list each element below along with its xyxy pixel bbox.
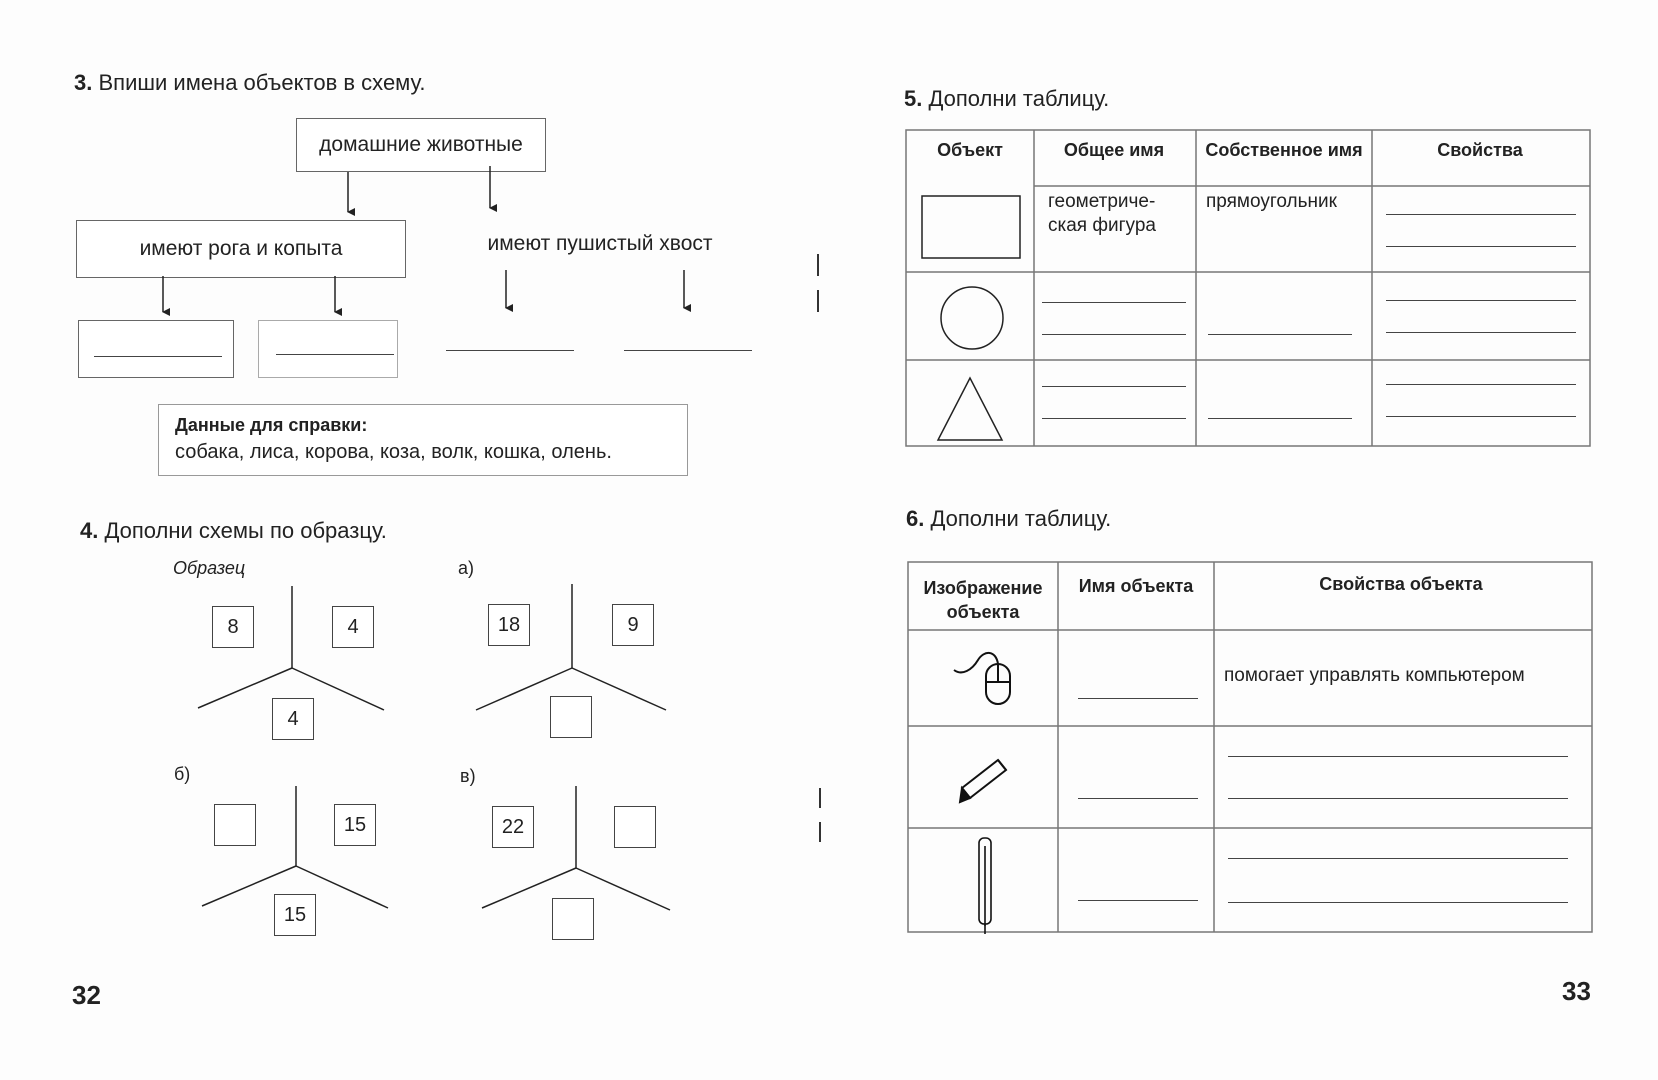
- sample-label: Образец: [173, 558, 246, 578]
- scheme-v-left-number: 22: [492, 806, 534, 848]
- t5-header-common-name: Общее имя: [1063, 140, 1165, 160]
- scheme-arrows: [163, 166, 684, 312]
- task5-table: [906, 130, 1590, 446]
- t5-header-object: Объект: [937, 140, 1003, 160]
- scheme-root-domestic-animals: домашние животные: [296, 118, 546, 172]
- t6-row1-property: помогает управлять компьютером: [1224, 665, 1525, 686]
- t6-header-image: Изображение объекта: [923, 578, 1043, 622]
- scheme-a-label: а): [458, 558, 475, 578]
- t5-header-own-name: Собственное имя: [1205, 140, 1363, 160]
- tri-split-lines: [198, 584, 670, 910]
- scheme-v-label: в): [460, 766, 476, 786]
- computer-mouse-icon: [954, 653, 1010, 704]
- page-number-right: 33: [1562, 976, 1591, 1006]
- t5-row1-common-name: геометриче-ская фигура: [1048, 191, 1156, 236]
- task6-heading: 6. Дополни таблицу.: [906, 506, 1112, 531]
- task3-heading: 3. Впиши имена объектов в схему.: [74, 70, 426, 95]
- circle-icon: [941, 287, 1003, 349]
- task6-table: [908, 562, 1592, 932]
- sample-right-number: 4: [332, 606, 374, 648]
- sample-left-number: 8: [212, 606, 254, 648]
- scheme-b-label: б): [174, 764, 191, 784]
- triangle-icon: [938, 378, 1002, 440]
- scheme-b-bottom-number: 15: [274, 894, 316, 936]
- scheme-b-right-number: 15: [334, 804, 376, 846]
- reference-text: собака, лиса, корова, коза, волк, кошка, олень.: [175, 441, 612, 463]
- t5-row1-own-name: прямоугольник: [1206, 191, 1337, 212]
- t5-header-properties: Свойства: [1437, 140, 1523, 160]
- page-number-left: 32: [72, 980, 101, 1010]
- t6-header-properties: Свойства объекта: [1319, 574, 1483, 594]
- thermometer-icon: [979, 838, 991, 934]
- task4-heading: 4. Дополни схемы по образцу.: [80, 518, 387, 543]
- sample-bottom-number: 4: [272, 698, 314, 740]
- reference-title: Данные для справки:: [175, 415, 368, 435]
- scheme-branch-fluffy-tail: имеют пушистый хвост: [487, 232, 713, 255]
- task5-heading: 5. Дополни таблицу.: [904, 86, 1110, 111]
- rectangle-icon: [922, 196, 1020, 258]
- t6-header-name: Имя объекта: [1078, 576, 1194, 596]
- scheme-a-right-number: 9: [612, 604, 654, 646]
- pencil-icon: [960, 760, 1006, 802]
- scheme-a-left-number: 18: [488, 604, 530, 646]
- scheme-branch-horns-hooves: имеют рога и копыта: [76, 220, 406, 278]
